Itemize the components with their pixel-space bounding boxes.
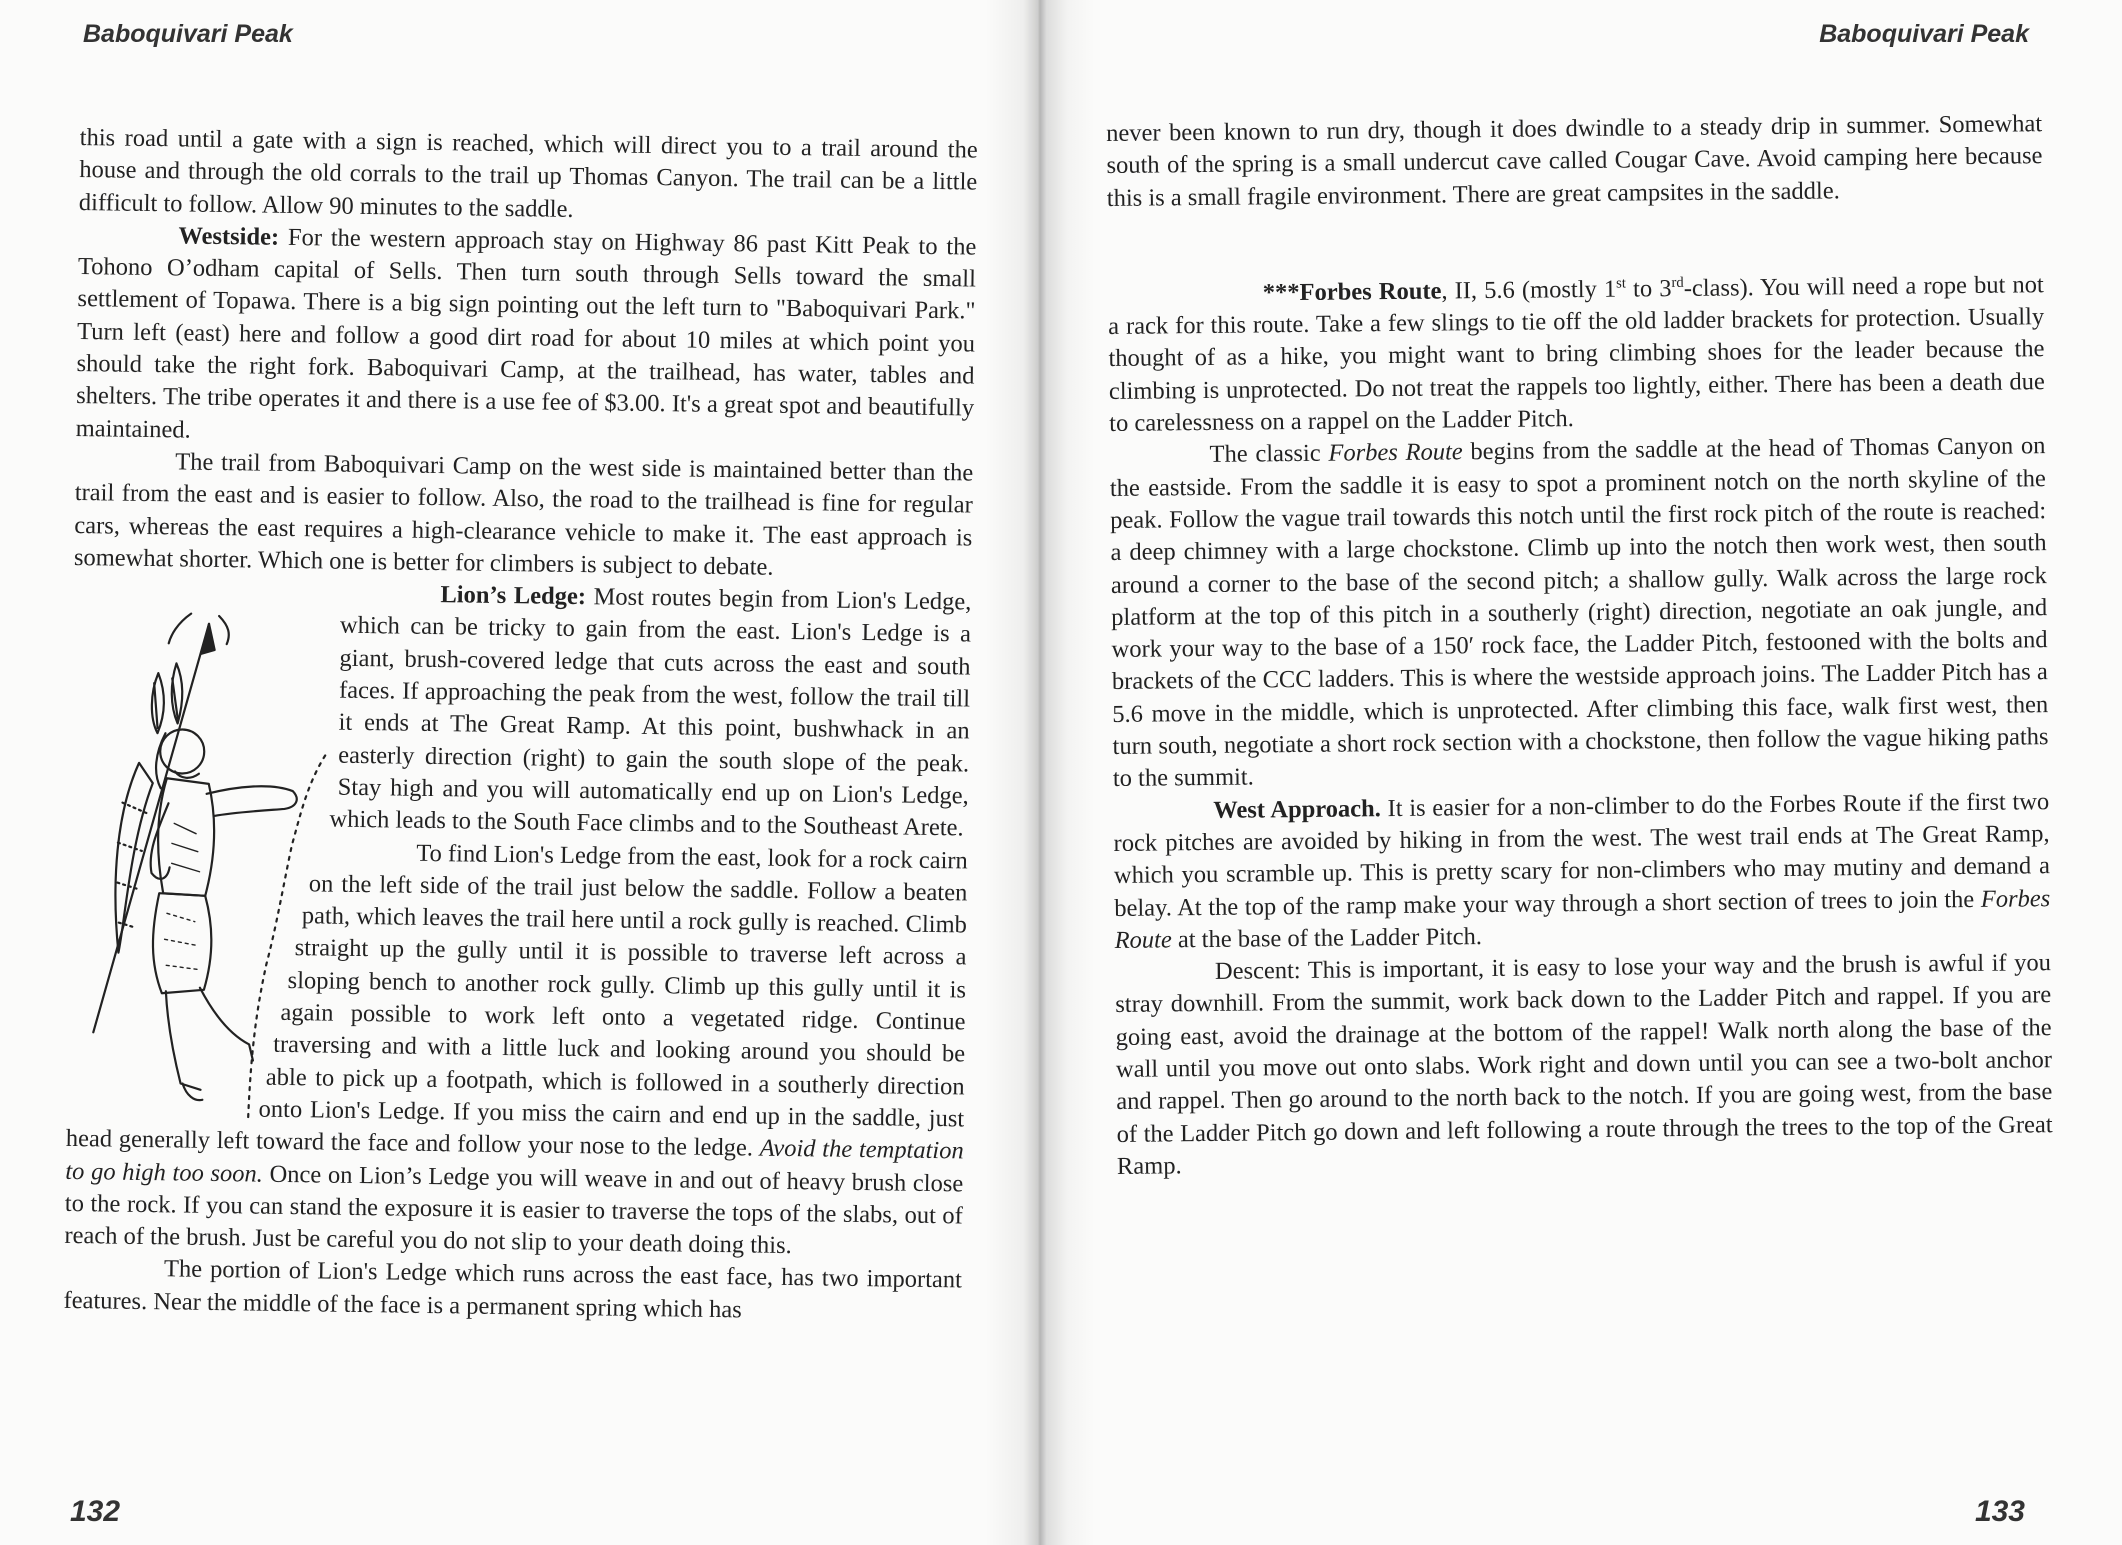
- west-approach-label: West Approach.: [1213, 794, 1381, 824]
- ordinal-suffix: st: [1616, 275, 1626, 292]
- route-name-italic: Forbes Route: [1328, 438, 1463, 468]
- find-ledge-text-cont: Once on Lion’s Ledge you will weave in and out of heavy brush close to the rock. If you can stand the exposure it is easier to traverse the tops of the slabs, out of reach of the brush. Just be careful you do not slip to your death doing this.: [64, 1160, 964, 1260]
- paragraph-westside: [75, 219, 976, 458]
- forbes-route-label: ***Forbes Route: [1262, 277, 1442, 307]
- right-page: [1030, 0, 2122, 1545]
- lions-ledge-text: Most routes begin from Lion's Ledge, which can be tricky to gain from the east. Lion's Ledge is a giant, brush-covered ledge that cuts across the east and south faces. If approaching the peak from the west, follow the trail till it ends at The Great Ramp. At this point, bushwhack in an easterly direction (right) to gain the south slope of the peak. Stay high and you will automatically end up on Lion's Ledge, which leads to the South Face climbs and to the Southeast Arete.: [329, 583, 972, 842]
- paragraph: this road until a gate with a sign is reached, which will direct you to a trail around the house and through the old corrals to the trail up Thomas Canyon. The trail can be a little difficult to follow. Allow 90 minutes to the saddle.: [78, 123, 978, 223]
- west-approach-text: It is easier for a non-climber to do the Forbes Route if the first two rock pitches are avoided by hiking in from the west. The west trail ends at The Great Ramp, which you scramble up. This is pretty scary for non-climbers who may mutiny and demand a belay. At the top of the ramp make your way through a short section of trees to join the: [1113, 787, 2051, 922]
- westside-label: Westside:: [178, 222, 280, 251]
- ordinal-suffix: rd: [1671, 274, 1684, 291]
- paragraph-gap: [1107, 205, 2044, 279]
- classic-route-text: The classic: [1209, 440, 1329, 469]
- running-head: Baboquivari Peak: [1819, 20, 2029, 48]
- book-gutter-shadow: [985, 0, 1095, 1545]
- page-number: 133: [1974, 1495, 2025, 1528]
- paragraph-west-approach: [1113, 786, 2051, 957]
- route-name-italic: Forbes Route: [1114, 884, 2051, 954]
- paragraph: The portion of Lion's Ledge which runs across the east face, has two important features. Near the middle of the face is a permanent spring which has: [63, 1255, 963, 1324]
- left-body-text: [63, 122, 978, 1329]
- west-approach-text-cont: at the base of the Ladder Pitch.: [1171, 922, 1483, 954]
- right-body-text: [1106, 108, 2053, 1183]
- paragraph-descent: Descent: This is important, it is easy to lose your way and the brush is awful if you stray downhill. From the summit, work back down to the Ladder Pitch and rappel. If you are going east, avoid the drainage at the bottom of the rappel! Walk north along the base of the wall until you move out onto slabs. Work right and down until you can see a two-bolt anchor and rappel. Then go around to the north back to the notch. If you are going west, from the base of the Ladder Pitch go down and left following a route through the trees to the top of the Great Ramp.: [1115, 949, 2053, 1180]
- paragraph: The trail from Baboquivari Camp on the west side is maintained better than the trail from the east and is easier to follow. Also, the road to the trailhead is fine for regular cars, whereas the east requires a high-clearance vehicle to make it. The east approach is somewhat shorter. Which one is better for climbers is subject to debate.: [73, 448, 974, 581]
- route-grade-to: to 3: [1625, 274, 1672, 303]
- page-number: 132: [70, 1495, 121, 1528]
- classic-route-text-cont: begins from the saddle at the head of Thomas Canyon on the eastside. From the saddle it is easy to spot a prominent notch on the north skyline of the peak. Follow the vague trail towards this notch until the first rock pitch of the route is reached: a deep chimney with a large chockstone. Climb up into the notch then work west, then south around a corner to the base of the second pitch; a shallow gully. Walk across the large rock platform at the top of this pitch in a southerly (right) direction, negotiate an oak jungle, and work your way to the base of a 150′ rock face, the Ladder Pitch, festooned with the bolts and brackets of the CCC ladders. This is where the westside approach joins. The Ladder Pitch has a 5.6 move in the middle, which is unprotected. After climbing this face, walk first west, then turn south, negotiate a short rock section with a chockstone, then follow the vague hiking paths to the summit.: [1109, 432, 2049, 793]
- westside-text: For the western approach stay on Highway 86 past Kitt Peak to the Tohono O’odham capital of Sells. Then turn south through Sells toward the small settlement of Topawa. There is a big sign pointing out the left turn to "Baboquivari Park." Turn left (east) here and follow a good dirt road for about 10 miles at which point you should take the right fork. Baboquivari Camp, at the trailhead, has water, tables and shelters. The tribe operates it and there is a use fee of $3.00. It's a great spot and beautifully maintained.: [75, 223, 977, 444]
- warning-italic: Avoid the temptation to go high too soon.: [65, 1134, 964, 1188]
- forbes-route-text: -class). You will need a rope but not a rack for this route. Take a few slings to tie off the old ladder brackets for protection. Usually thought of as a hike, you might want to bring climbing shoes for the leader because the climbing is unprotected. Do not treat the rappels too lightly, either. There has been a death due to carelessness on a rappel on the Ladder Pitch.: [1108, 271, 2045, 438]
- left-page: [0, 0, 1030, 1545]
- paragraph-forbes-route: [1108, 269, 2046, 440]
- find-ledge-text: To find Lion's Ledge from the east, look for a rock cairn on the left side of the trail just below the saddle. Follow a beaten path, which leaves the trail here until a rock gully is reached. Climb straight up the gully until it is possible to traverse left across a sloping bench to another rock gully. Climb up this gully until it is again possible to work left onto a vegetated ridge. Continue traversing and with a little luck and looking around you should be able to pick up a footpath, which is followed in a southerly direction onto Lion's Ledge. If you miss the cairn and end up in the saddle, just head generally left toward the face and follow your nose to the ledge.: [65, 839, 968, 1162]
- paragraph-classic-route: [1109, 431, 2049, 796]
- running-head: Baboquivari Peak: [83, 20, 293, 48]
- route-grade: , II, 5.6 (mostly 1: [1441, 275, 1617, 305]
- paragraph: never been known to run dry, though it does dwindle to a steady drip in summer. Somewhat south of the spring is a small undercut cave called Cougar Cave. Avoid camping here because this is a small fragile environment. There are great campsites in the saddle.: [1106, 110, 2043, 212]
- lions-ledge-label: Lion’s Ledge:: [440, 581, 587, 611]
